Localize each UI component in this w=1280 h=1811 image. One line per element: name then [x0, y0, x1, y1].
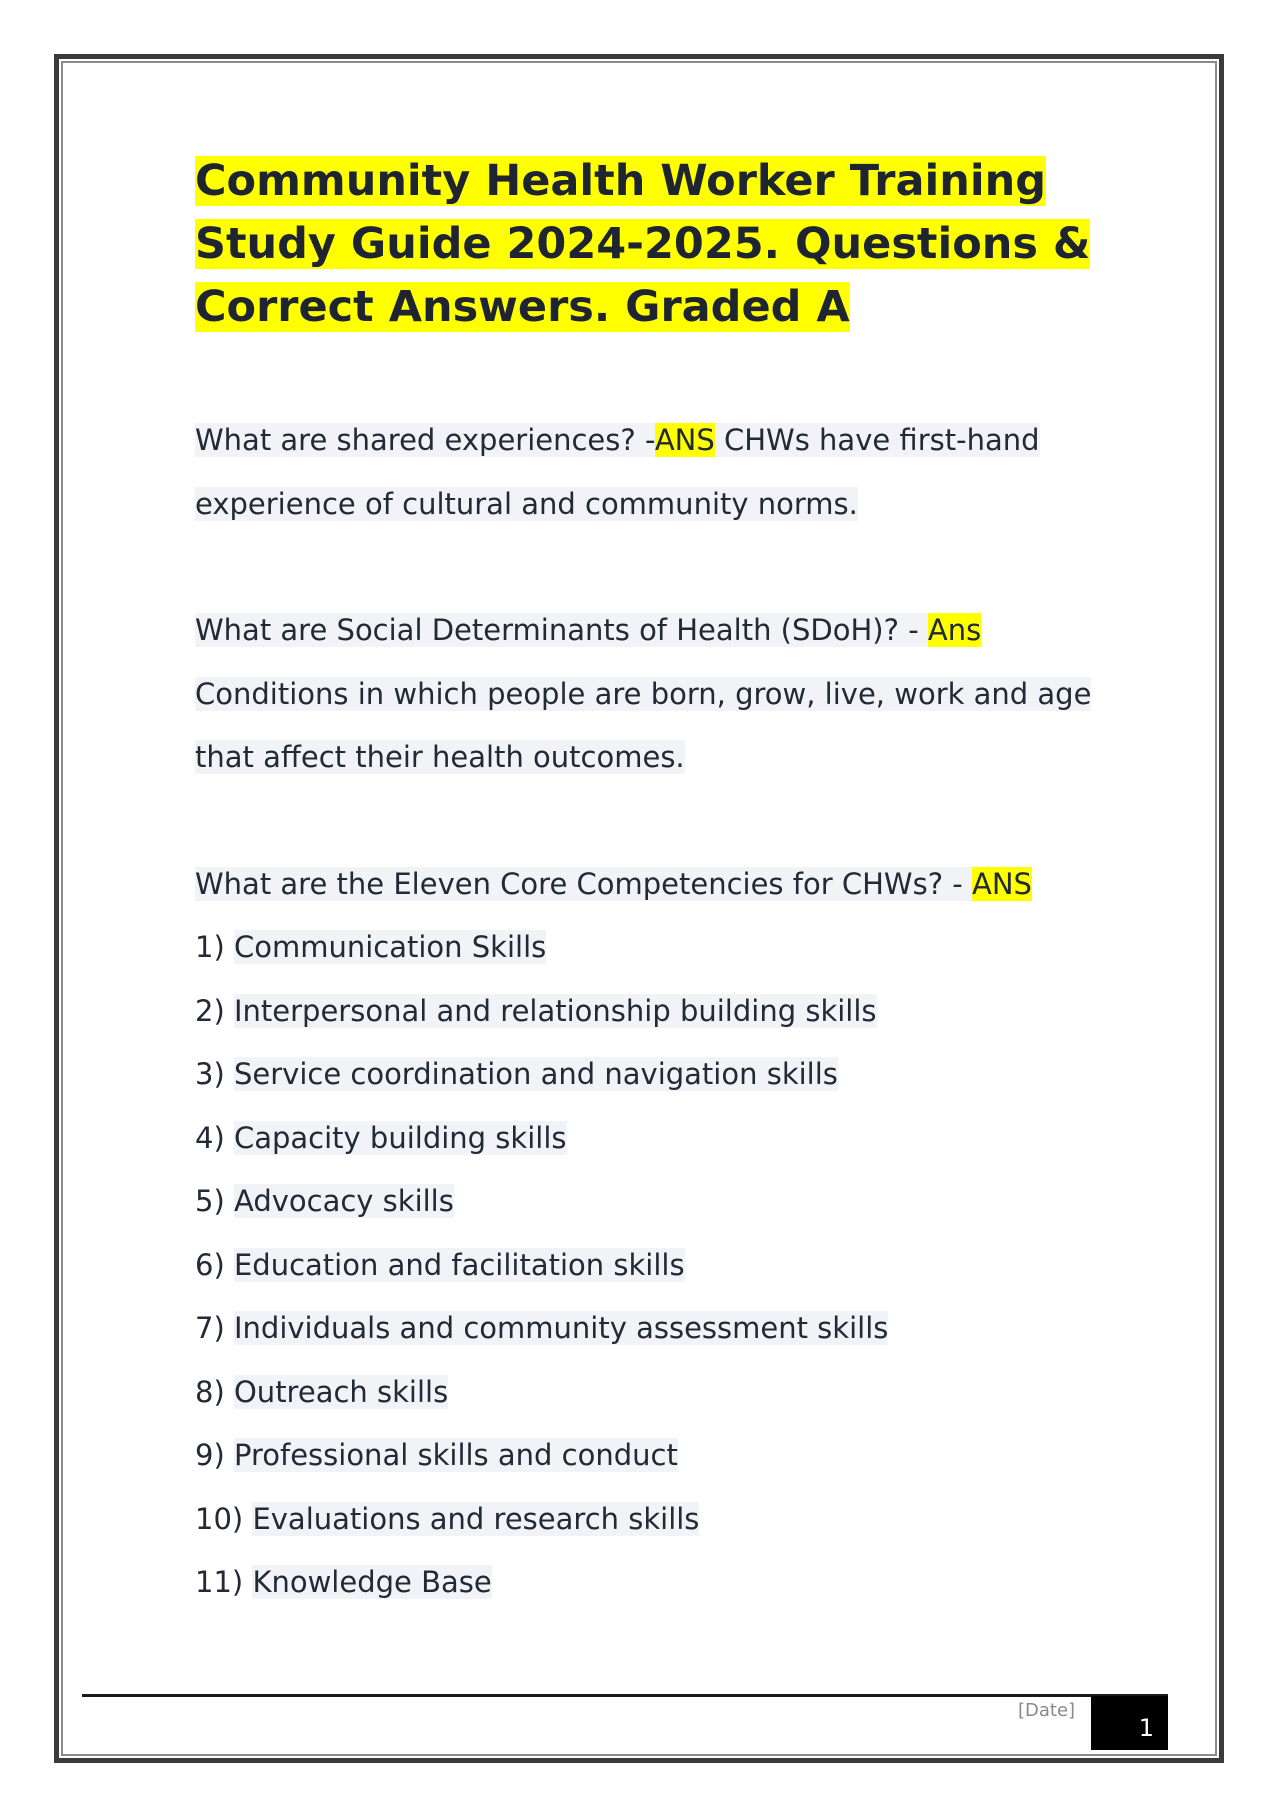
- list-item-text: Interpersonal and relationship building skills: [233, 993, 877, 1028]
- list-item-number: 5): [195, 1184, 234, 1218]
- list-item-text: Communication Skills: [233, 930, 547, 964]
- qa-item-core-competencies: [195, 853, 1095, 917]
- list-item: [195, 916, 1095, 980]
- list-item: [195, 1170, 1095, 1234]
- answer-text: CHWs have first-hand experience of cultural and community norms.: [195, 423, 1040, 521]
- list-item-text: Individuals and community assessment skills: [233, 1311, 889, 1345]
- list-item-number: 1): [195, 930, 234, 964]
- list-item: [195, 980, 1095, 1044]
- answer-text: Conditions in which people are born, grow, live, work and age that affect their health outcomes.: [195, 676, 1092, 774]
- list-item-text: Advocacy skills: [233, 1184, 454, 1218]
- list-item-number: 6): [195, 1247, 234, 1282]
- footer-divider: [82, 1694, 1168, 1697]
- list-item: [195, 1107, 1095, 1171]
- list-item: [195, 1488, 1095, 1552]
- list-item-number: 2): [195, 993, 234, 1028]
- competencies-list: [195, 916, 1095, 1615]
- qa-item-sdoh: [195, 599, 1095, 790]
- document-body: [195, 150, 1095, 1615]
- list-item-number: 9): [195, 1438, 234, 1472]
- list-item-text: Capacity building skills: [233, 1120, 567, 1155]
- list-item-number: 8): [195, 1374, 234, 1409]
- list-item-text: Service coordination and navigation skills: [233, 1057, 838, 1091]
- answer-marker: Ans: [927, 613, 982, 647]
- list-item-text: Education and facilitation skills: [233, 1247, 685, 1282]
- list-item-number: 10): [195, 1501, 253, 1536]
- document-title-text: Community Health Worker Training Study Guide 2024-2025. Questions & Correct Answers. Graded A: [195, 156, 1091, 332]
- question-text: What are Social Determinants of Health (SDoH)? -: [195, 613, 928, 647]
- question-text: What are the Eleven Core Competencies for CHWs? -: [195, 866, 972, 901]
- question-text: What are shared experiences? -: [195, 423, 655, 457]
- footer-date-placeholder: [Date]: [1018, 1700, 1076, 1721]
- list-item-number: 11): [195, 1565, 253, 1599]
- list-item-text: Evaluations and research skills: [252, 1501, 700, 1536]
- list-item-text: Knowledge Base: [252, 1565, 492, 1599]
- answer-marker: ANS: [971, 866, 1032, 901]
- list-item-number: 3): [195, 1057, 234, 1091]
- answer-marker: ANS: [654, 423, 715, 457]
- list-item: [195, 1043, 1095, 1107]
- qa-item-shared-experiences: [195, 409, 1095, 536]
- list-item-number: 7): [195, 1311, 234, 1345]
- list-item: [195, 1297, 1095, 1361]
- document-title: [195, 150, 1095, 339]
- list-item: [195, 1551, 1095, 1615]
- list-item: [195, 1234, 1095, 1298]
- list-item: [195, 1361, 1095, 1425]
- list-item-text: Professional skills and conduct: [233, 1438, 678, 1472]
- page-number: 1: [1138, 1714, 1154, 1742]
- list-item-number: 4): [195, 1120, 234, 1155]
- list-item: [195, 1424, 1095, 1488]
- list-item-text: Outreach skills: [233, 1374, 449, 1409]
